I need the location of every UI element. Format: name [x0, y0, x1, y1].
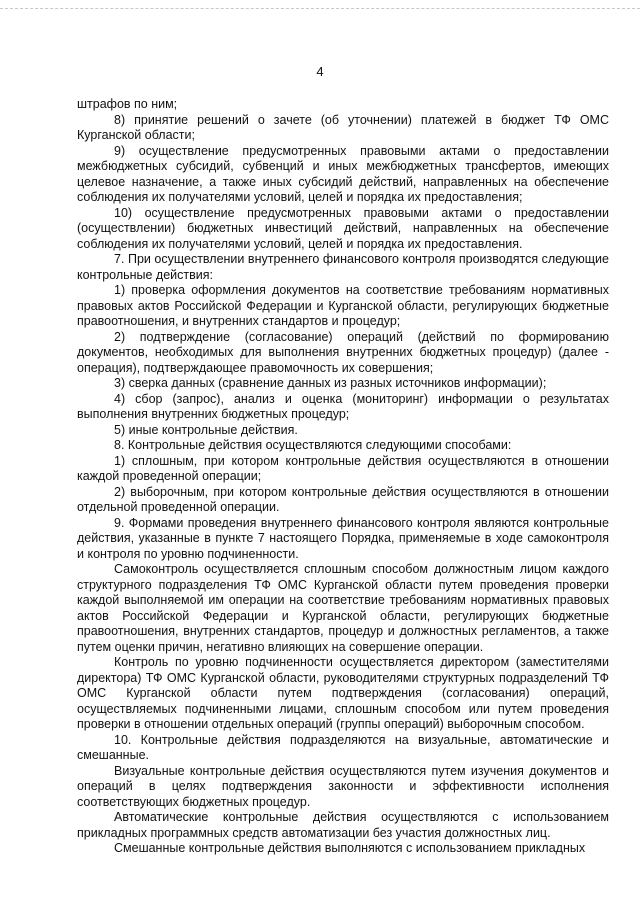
document-body	[77, 97, 609, 857]
paragraph: 10) осуществление предусмотренных правовыми актами о предоставлении (осуществлении) бюджетных инвестиций действий, направленных на обеспечение соблюдения их получателями условий, целей и порядка их предоставления.	[77, 205, 609, 251]
paragraph: 8) принятие решений о зачете (об уточнении) платежей в бюджет ТФ ОМС Курганской области;	[77, 112, 609, 142]
paragraph: Визуальные контрольные действия осуществляются путем изучения документов и операций в целях подтверждения законности и эффективности исполнения соответствующих бюджетных процедур.	[77, 763, 609, 809]
paragraph: 2) подтверждение (согласование) операций (действий по формированию документов, необходимых для выполнения внутренних бюджетных процедур) (далее - операция), подтверждающее правомочность их совершения;	[77, 329, 609, 375]
paragraph: Контроль по уровню подчиненности осуществляется директором (заместителями директора) ТФ ОМС Курганской области, руководителями структурных подразделений ТФ ОМС Курганской области путем подтверждения (согласования) операций, осуществляемых подчиненными лицами, сплошным способом или путем проведения проверки в отношении отдельных операций (группы операций) выборочным способом.	[77, 655, 609, 731]
paragraph: 10. Контрольные действия подразделяются на визуальные, автоматические и смешанные.	[77, 732, 609, 762]
paragraph: Самоконтроль осуществляется сплошным способом должностным лицом каждого структурного подразделения ТФ ОМС Курганской области путем проведения проверки каждой выполняемой им операции на соответствие требованиям нормативных правовых актов Российской Федерации и Курганской области, регулирующих бюджетные правоотношения, внутренних стандартов, процедур и должностных регламентов, а также путем оценки причин, негативно влияющих на совершение операции.	[77, 562, 609, 654]
page-number: 4	[316, 64, 324, 79]
paragraph: 3) сверка данных (сравнение данных из разных источников информации);	[114, 376, 547, 390]
paragraph: 9) осуществление предусмотренных правовыми актами о предоставлении межбюджетных субсидий, субвенций и иных межбюджетных трансфертов, имеющих целевое назначение, а также иных субсидий действий, направленных на обеспечение соблюдения их получателями условий, целей и порядка их предоставления;	[77, 143, 609, 204]
paragraph: Смешанные контрольные действия выполняются с использованием прикладных	[114, 841, 586, 855]
paragraph: 1) сплошным, при котором контрольные действия осуществляются в отношении каждой проведенной операции;	[77, 453, 609, 483]
paragraph: штрафов по ним;	[77, 97, 178, 111]
paragraph: 5) иные контрольные действия.	[114, 422, 298, 437]
paragraph: 4) сбор (запрос), анализ и оценка (мониторинг) информации о результатах выполнения внутренних бюджетных процедур;	[77, 391, 609, 421]
paragraph: 7. При осуществлении внутреннего финансового контроля производятся следующие контрольные действия:	[77, 252, 609, 282]
paragraph: 2) выборочным, при котором контрольные действия осуществляются в отношении отдельной проведенной операции.	[77, 484, 609, 514]
scan-edge-line	[0, 8, 640, 9]
paragraph: 9. Формами проведения внутреннего финансового контроля являются контрольные действия, указанные в пункте 7 настоящего Порядка, применяемые в ходе самоконтроля и контроля по уровню подчиненности.	[77, 515, 609, 561]
paragraph: 8. Контрольные действия осуществляются следующими способами:	[114, 438, 512, 452]
paragraph: 1) проверка оформления документов на соответствие требованиям нормативных правовых актов Российской Федерации и Курганской области, регулирующих бюджетные правоотношения, и внутренних стандартов и процедур;	[77, 283, 609, 328]
paragraph: Автоматические контрольные действия осуществляются с использованием прикладных программных средств автоматизации без участия должностных лиц.	[77, 810, 609, 840]
